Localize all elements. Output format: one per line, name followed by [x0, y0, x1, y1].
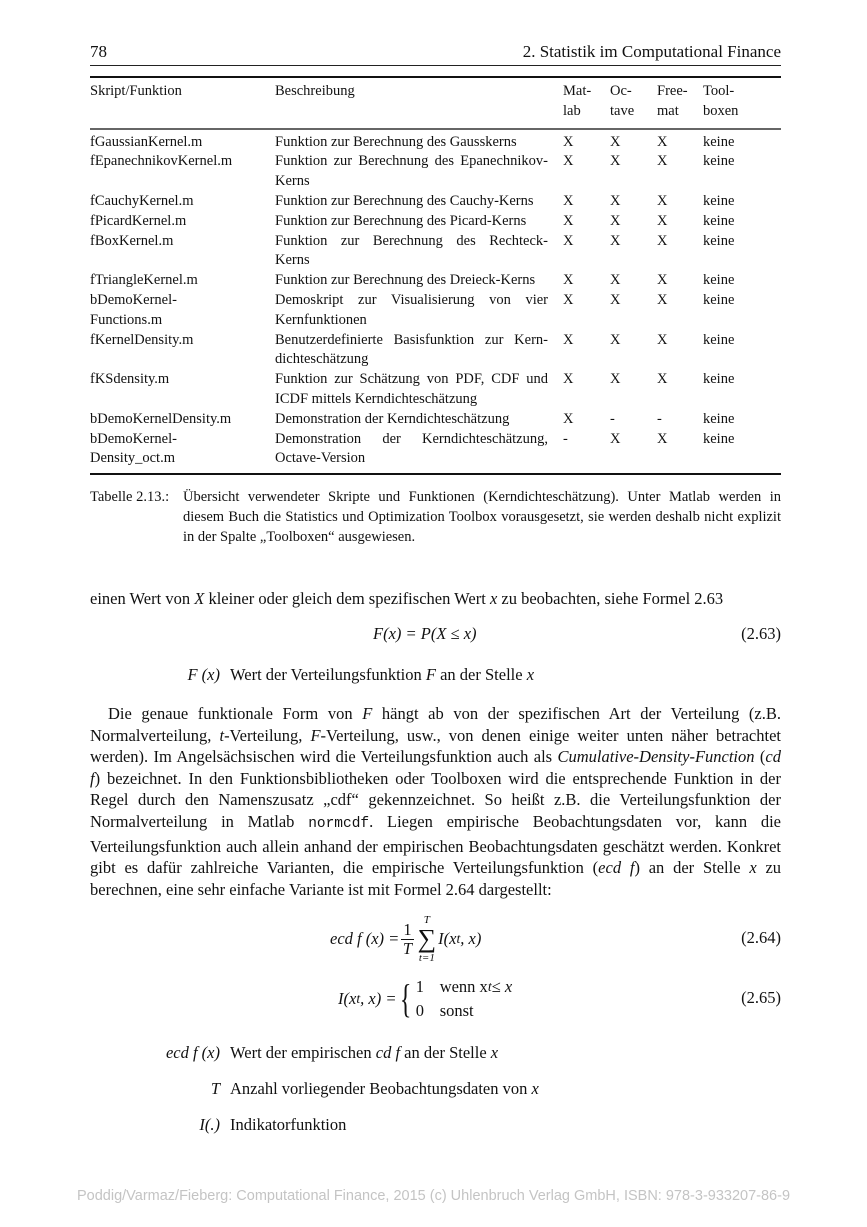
cell-freemat: X [657, 430, 668, 447]
cell-matlab: X [563, 371, 574, 388]
cell-description-line: Funktion zur Berechnung des Rechteck- [275, 232, 548, 249]
subscript: t [487, 979, 492, 994]
cell-description-line: Funktion zur Berechnung des Cauchy-Kerns [275, 192, 534, 209]
cell-freemat: X [657, 153, 668, 170]
fraction [401, 921, 413, 958]
scripts-table [90, 76, 781, 475]
cell-octave: X [610, 272, 621, 289]
cell-freemat: X [657, 291, 668, 308]
cell-script-name-line: Density_oct.m [90, 450, 175, 467]
subscript: t [356, 991, 361, 1006]
cell-description-line: Funktion zur Berechnung des Dreieck-Kerns [275, 272, 536, 289]
table-bottom-rule [90, 473, 781, 475]
cell-toolboxen: keine [703, 331, 735, 348]
math-var: F [425, 665, 436, 684]
table-caption [90, 487, 781, 547]
legend-symbol: F (x) [187, 665, 220, 684]
cell-toolboxen: keine [703, 272, 735, 289]
legend-symbol: ecd f (x) [165, 1043, 220, 1062]
symbol-legend-T [90, 1079, 539, 1099]
sum-lower: t=1 [418, 952, 435, 964]
cell-script-name-line: fPicardKernel.m [90, 212, 187, 229]
cell-description-line: Kernfunktionen [275, 311, 367, 328]
case-1 [416, 975, 512, 999]
sum-operator [418, 914, 437, 964]
table-row [90, 232, 781, 272]
caption-text: Übersicht verwendeter Skripte und Funktionen (Kerndichteschätzung). Unter Matlab werden in diesem Buch die Statistics und Optimization Toolbox vorausgesetzt, sie werden deshalb nicht explizit in der Spalte „Toolboxen“ ausgewiesen. [183, 489, 781, 545]
legend-description [230, 1079, 539, 1099]
cell-matlab: X [563, 331, 574, 348]
paragraph-intro [90, 588, 781, 610]
cell-matlab: X [563, 133, 574, 150]
legend-description [230, 1043, 498, 1063]
cell-octave: X [610, 153, 621, 170]
cell-description [275, 152, 563, 192]
math-var: X [194, 589, 205, 608]
math-var: x [526, 665, 535, 684]
subscript: t [456, 931, 461, 946]
cell-freemat: X [657, 331, 668, 348]
cell-description-line: Kerns [275, 173, 310, 190]
table-row [90, 192, 781, 212]
cell-script-name [90, 192, 275, 212]
table-row [90, 133, 781, 153]
cell-freemat: X [657, 232, 668, 249]
cell-description [275, 133, 563, 153]
denominator: T [402, 938, 413, 958]
case-2 [416, 999, 512, 1023]
cell-script-name-line: bDemoKernelDensity.m [90, 410, 232, 427]
cell-script-name [90, 370, 275, 410]
cell-script-name [90, 133, 275, 153]
cell-script-name-line: fKSdensity.m [90, 371, 170, 388]
header-toolboxen-line1: Tool- [703, 83, 735, 99]
cell-description-line: Demonstration der Kerndichteschätzung, [275, 430, 548, 447]
cell-script-name [90, 232, 275, 272]
header-octave [610, 82, 657, 122]
cell-description [275, 370, 563, 410]
formula-lhs: ecd f (x) = [330, 929, 400, 948]
math-var: x [531, 1079, 539, 1098]
cell-description [275, 271, 563, 291]
cell-freemat: X [657, 133, 668, 150]
table-row [90, 370, 781, 410]
math-var: x [490, 1043, 499, 1062]
table-row [90, 291, 781, 331]
text: ) an der Stelle [634, 858, 750, 878]
cell-toolboxen: keine [703, 291, 735, 308]
text: . Liegen empirische Beobachtungsdaten vor, kann die Verteilungsfunktion auch allein anhand der empirischen Beobachtungsdaten geschätzt werden. Konkret gibt es dafür zahlreiche Varianten, die empirische Verteilungsfunktion ( [90, 811, 781, 878]
formula [330, 914, 481, 964]
cell-script-name-line: bDemoKernel- [90, 430, 177, 447]
header-matlab-line1: Mat- [563, 83, 592, 99]
cell-toolboxen: keine [703, 192, 735, 209]
header-octave-line1: Oc- [610, 83, 632, 99]
cell-script-name-line: bDemoKernel- [90, 291, 177, 308]
cell-description-line: Funktion zur Schätzung von PDF, CDF und [275, 371, 548, 388]
math-var: F [362, 704, 373, 723]
equation-2-63 [90, 624, 781, 650]
cell-description-line: Kerns [275, 252, 310, 269]
cell-toolboxen: keine [703, 232, 735, 249]
table-row [90, 410, 781, 430]
equation-number: (2.65) [741, 988, 781, 1007]
cell-matlab: - [563, 430, 568, 447]
case-condition-end: ≤ x [491, 977, 513, 996]
cell-script-name [90, 430, 275, 470]
formula-rhs-end: , x) [460, 929, 482, 948]
formula-rhs: I(x [438, 929, 457, 948]
cell-script-name-line: Functions.m [90, 311, 163, 328]
math-var: ecd f [598, 858, 635, 878]
cell-octave: X [610, 232, 621, 249]
cell-description-line: Demoskript zur Visualisierung von vier [275, 291, 548, 308]
table-row [90, 152, 781, 192]
legend-description [230, 665, 534, 685]
cell-description-line: Demonstration der Kerndichteschätzung [275, 410, 510, 427]
numerator: 1 [403, 919, 412, 939]
cell-description-line: dichteschätzung [275, 351, 369, 368]
table-row [90, 212, 781, 232]
equation-number: (2.63) [741, 624, 781, 643]
table-row [90, 331, 781, 371]
cell-script-name [90, 152, 275, 192]
cell-matlab: X [563, 153, 574, 170]
cell-freemat: X [657, 272, 668, 289]
text: ( [754, 747, 766, 767]
cell-description [275, 232, 563, 272]
cell-script-name [90, 410, 275, 430]
text: an der Stelle [435, 665, 527, 684]
cell-toolboxen: keine [703, 212, 735, 229]
math-var: t [219, 725, 225, 745]
legend-symbol: T [210, 1079, 220, 1098]
cell-description [275, 410, 563, 430]
cell-matlab: X [563, 232, 574, 249]
case-value: 1 [415, 977, 424, 996]
legend-symbol: I(.) [199, 1115, 220, 1134]
cell-description-line: Octave-Version [275, 450, 366, 467]
symbol-legend-2-63 [90, 665, 534, 685]
case-condition: sonst [439, 1001, 474, 1020]
cell-description [275, 291, 563, 331]
text: -Verteilung, [224, 725, 311, 745]
header-toolboxen-line2: boxen [703, 102, 739, 119]
cell-octave: X [610, 430, 621, 447]
cell-octave: X [610, 133, 621, 150]
text: zu beobachten, siehe Formel 2.63 [497, 589, 724, 608]
cell-description-line: Benutzerdefinierte Basisfunktion zur Kern- [275, 331, 548, 348]
cell-octave: X [610, 291, 621, 308]
case-condition: wenn x [439, 977, 488, 996]
text: kleiner oder gleich dem spezifischen Wert [204, 589, 490, 608]
text: an der Stelle [400, 1043, 491, 1062]
header-freemat [657, 82, 703, 122]
cell-script-name-line: fEpanechnikovKernel.m [90, 153, 233, 170]
text: zu berechnen, eine sehr einfache Variante ist mit Formel 2.64 dargestellt: [90, 858, 782, 899]
text: einen Wert von [90, 589, 195, 608]
cell-matlab: X [563, 192, 574, 209]
header-rule [90, 65, 781, 66]
cell-description [275, 192, 563, 212]
cell-description [275, 430, 563, 470]
equation-number: (2.64) [741, 928, 781, 947]
text: -Verteilung, usw., von denen einige weiter unten näher betrachtet werden). Im Angelsächsischen wird die Verteilungsfunktion auch als [90, 725, 781, 767]
cell-script-name [90, 212, 275, 232]
cell-script-name [90, 271, 275, 291]
cell-octave: X [610, 212, 621, 229]
header-matlab-line2: lab [563, 102, 581, 119]
formula [338, 972, 512, 1026]
header-freemat-line2: mat [657, 102, 679, 119]
cell-script-name-line: fCauchyKernel.m [90, 192, 194, 209]
text: Wert der empirischen [230, 1043, 376, 1062]
cell-octave: X [610, 371, 621, 388]
cell-toolboxen: keine [703, 410, 735, 427]
sum-upper: T [423, 914, 430, 926]
table-header [90, 78, 781, 122]
equation-2-65 [90, 972, 781, 1026]
cell-script-name [90, 291, 275, 331]
cell-script-name-line: fKernelDensity.m [90, 331, 194, 348]
cell-matlab: X [563, 212, 574, 229]
text: Wert der Verteilungsfunktion [230, 665, 426, 684]
header-beschreibung: Beschreibung [275, 83, 355, 99]
sum-sign: ∑ [417, 924, 437, 953]
cell-description-line: ICDF mittels Kerndichteschätzung [275, 390, 478, 407]
left-brace-icon: { [400, 976, 412, 1021]
legend-description: Indikatorfunktion [230, 1115, 347, 1134]
header-freemat-line1: Free- [657, 83, 688, 99]
cell-matlab: X [563, 410, 574, 427]
text: hängt ab von der spezifischen Art der Verteilung (z.B. Normalverteilung, [90, 704, 781, 745]
cell-description [275, 331, 563, 371]
running-head [90, 42, 781, 64]
cell-octave: X [610, 331, 621, 348]
cell-matlab: X [563, 272, 574, 289]
equation-2-64 [90, 914, 781, 964]
cases [416, 975, 512, 1023]
cell-script-name [90, 331, 275, 371]
emphasis-term: Cumulative-Density-Function [557, 747, 755, 767]
code-inline: normcdf [308, 815, 370, 832]
cell-toolboxen: keine [703, 153, 735, 170]
text: Die genaue funktionale Form von [108, 704, 363, 723]
cell-script-name-line: fGaussianKernel.m [90, 133, 203, 150]
formula: F(x) = P(X ≤ x) [373, 624, 477, 643]
math-var: x [749, 858, 757, 878]
cell-script-name-line: fBoxKernel.m [90, 232, 174, 249]
cell-octave: - [610, 410, 615, 427]
cell-octave: X [610, 192, 621, 209]
math-var: cd f [90, 747, 781, 788]
copyright-footer: Poddig/Varmaz/Fieberg: Computational Finance, 2015 (c) Uhlenbruch Verlag GmbH, ISBN: 978-3-933207-86-9 [76, 1188, 791, 1204]
symbol-legend-indicator [90, 1115, 346, 1135]
cell-description-line: Funktion zur Berechnung des Epanechnikov- [275, 153, 548, 170]
cell-description-line: Funktion zur Berechnung des Gausskerns [275, 133, 517, 150]
text: ) bezeichnet. In den Funktionsbibliotheken oder Toolboxen wird die entsprechende Funktion in der Regel durch den Namenszusatz „cdf“ gekennzeichnet. So heißt z.B. die Verteilungsfunktion der Normalverteilung in Matlab [90, 768, 781, 831]
table-body [90, 130, 781, 470]
math-var: x [489, 589, 498, 608]
table-row [90, 271, 781, 291]
cell-matlab: X [563, 291, 574, 308]
formula-lhs: I(x [338, 989, 357, 1008]
math-var: F [310, 725, 321, 745]
header-matlab [563, 82, 610, 122]
text: Anzahl vorliegender Beobachtungsdaten von [230, 1079, 532, 1098]
page-number: 78 [90, 42, 107, 61]
cell-toolboxen: keine [703, 371, 735, 388]
caption-label: Tabelle 2.13.: [90, 489, 170, 505]
cell-freemat: X [657, 371, 668, 388]
cell-description-line: Funktion zur Berechnung des Picard-Kerns [275, 212, 527, 229]
symbol-legend-ecdf [90, 1043, 498, 1063]
cell-toolboxen: keine [703, 133, 735, 150]
cell-freemat: X [657, 212, 668, 229]
paragraph-distribution [90, 703, 781, 900]
header-skript: Skript/Funktion [90, 83, 182, 99]
cell-description [275, 212, 563, 232]
cell-freemat: X [657, 192, 668, 209]
table-row [90, 430, 781, 470]
math-var: cd f [375, 1043, 401, 1062]
header-toolboxen [703, 82, 781, 122]
cell-toolboxen: keine [703, 430, 735, 447]
formula-lhs-end: , x) = [360, 989, 397, 1008]
chapter-title: 2. Statistik im Computational Finance [522, 42, 781, 61]
cell-freemat: - [657, 410, 662, 427]
cell-script-name-line: fTriangleKernel.m [90, 272, 198, 289]
header-octave-line2: tave [610, 102, 635, 119]
case-value: 0 [415, 1001, 424, 1020]
